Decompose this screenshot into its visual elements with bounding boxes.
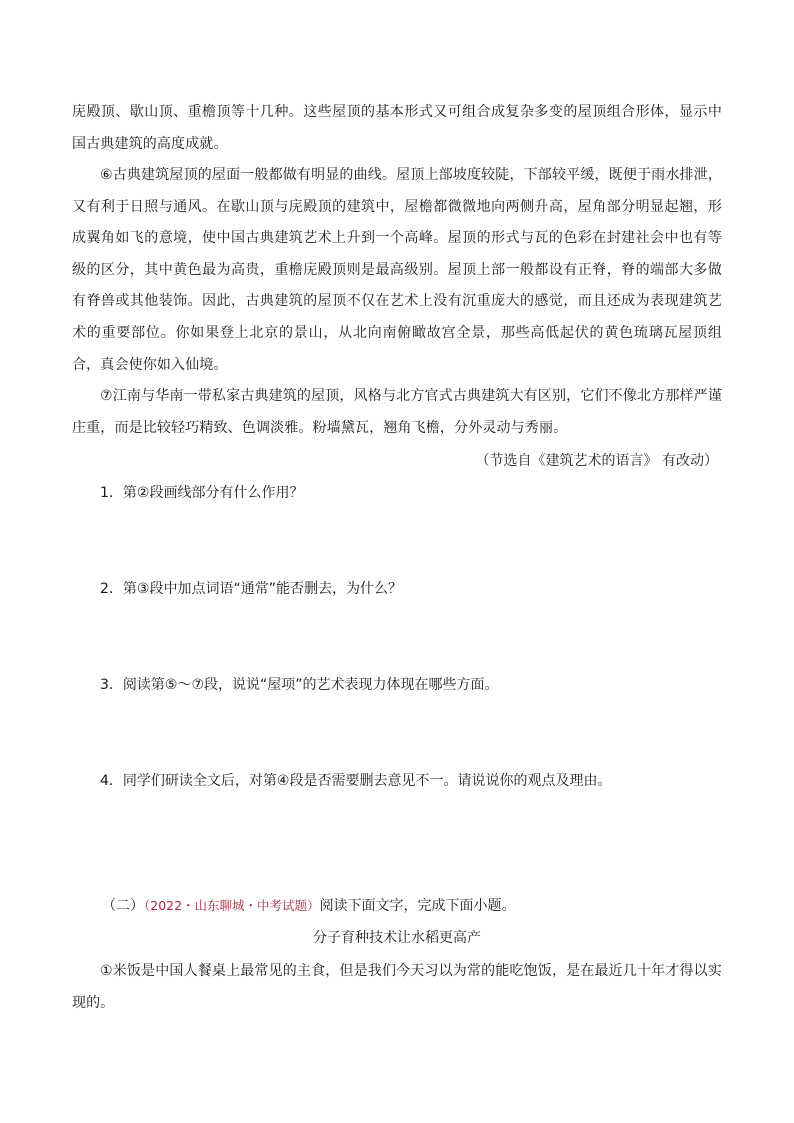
section-2-prefix: （二）	[102, 898, 144, 914]
question-4: 4．同学们研读全文后，对第④段是否需要删去意见不一。请说说你的观点及理由。	[100, 773, 612, 789]
passage-paragraph-continuation: 庑殿顶、歇山顶、重檐顶等十几种。这些屋顶的基本形式又可组合成复杂多变的屋顶组合形体，显示中国古典建筑的高度成就。	[72, 104, 722, 152]
passage-source-citation: （节选自《建筑艺术的语言》 有改动）	[475, 453, 718, 469]
exam-source-tag: （2022・山东聊城・中考试题）	[144, 898, 320, 913]
question-3: 3．阅读第⑤～⑦段，说说“屋项”的艺术表现力体现在哪些方面。	[100, 677, 499, 693]
article-paragraph-1: ①米饭是中国人餐桌上最常见的主食，但是我们今天习以为常的能吃饱饭，是在最近几十年才得以实现的。	[72, 963, 722, 1011]
question-1: 1．第②段画线部分有什么作用？	[100, 485, 304, 501]
question-2: 2．第③段中加点词语“通常”能否删去，为什么？	[100, 581, 402, 597]
passage-paragraph-7: ⑦江南与华南一带私家古典建筑的屋顶，风格与北方官式古典建筑大有区别，它们不像北方那样严谨庄重，而是比较轻巧精致、色调淡雅。粉墙黛瓦，翘角飞檐，分外灵动与秀丽。	[72, 388, 722, 436]
section-2-instruction: 阅读下面文字，完成下面小题。	[319, 898, 516, 914]
section-2-heading	[102, 893, 516, 919]
article-title: 分子育种技术让水稻更高产	[313, 930, 481, 946]
passage-paragraph-6: ⑥古典建筑屋顶的屋面一般都做有明显的曲线。屋顶上部坡度较陡，下部较平缓，既便于雨水排泄，又有利于日照与通风。在歇山顶与庑殿顶的建筑中，屋檐都微微地向两侧升高，屋角部分明显起翘，形成翼角如飞的意境，使中国古典建筑艺术上升到一个高峰。屋顶的形式与瓦的色彩在封建社会中也有等级的区分，其中黄色最为高贵，重檐庑殿顶则是最高级别。屋顶上部一般都设有正脊，脊的端部大多做有脊兽或其他装饰。因此，古典建筑的屋顶不仅在艺术上没有沉重庞大的感觉，而且还成为表现建筑艺术的重要部位。你如果登上北京的景山，从北向南俯瞰故宫全景，那些高低起伏的黄色琉璃瓦屋顶组合，真会使你如入仙境。	[72, 167, 722, 373]
